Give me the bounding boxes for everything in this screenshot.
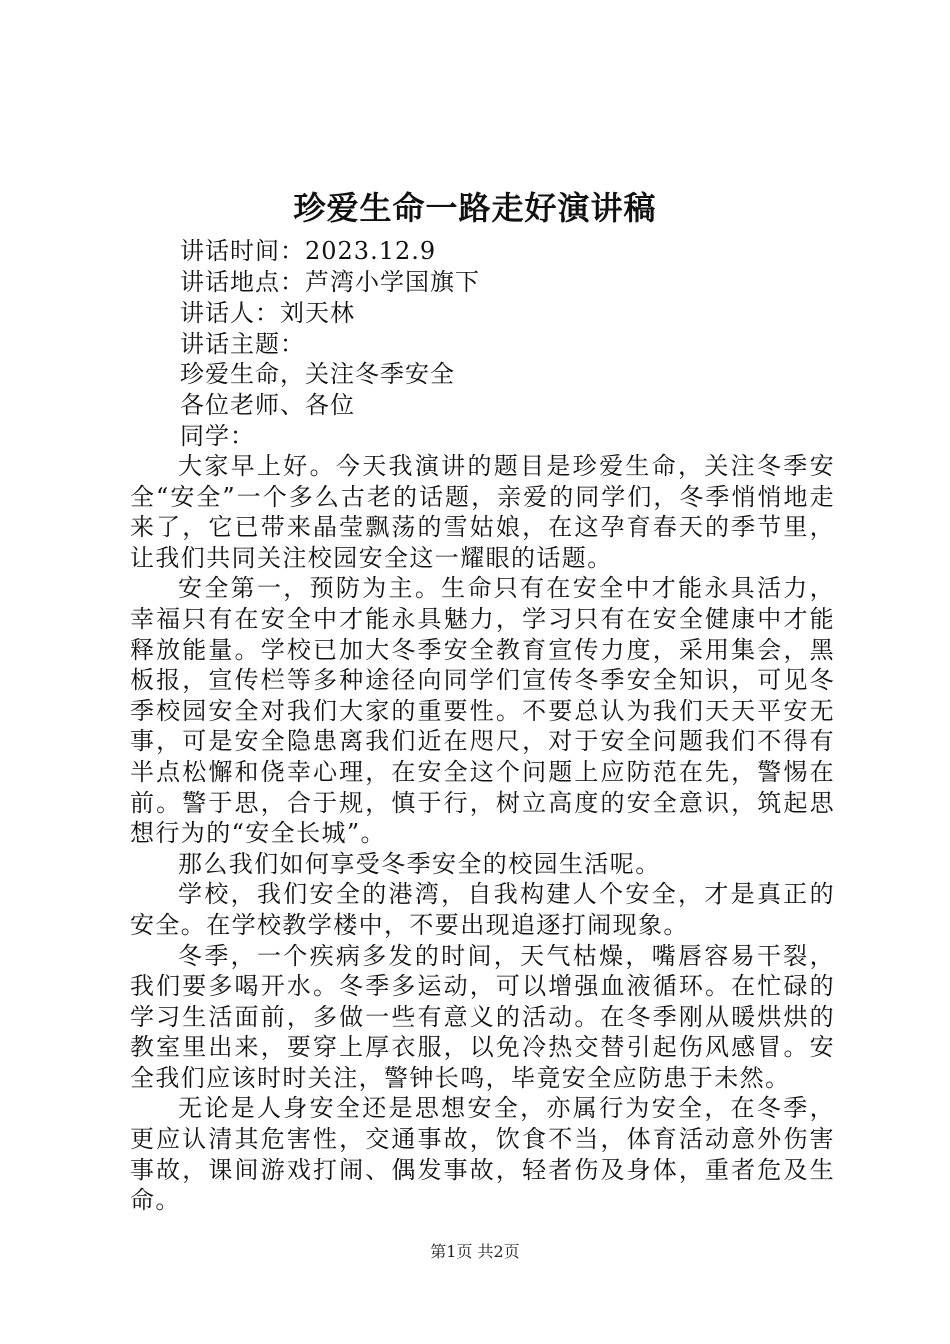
paragraph: 冬季，一个疾病多发的时间，天气枯燥，嘴唇容易干裂，我们要多喝开水。冬季多运动，可以增强血液循环。在忙碌的学习生活面前，多做一些有意义的活动。在冬季刚从暖烘烘的教室里出来，要穿上厚衣服，以免冷热交替引起伤风感冒。安全我们应该时时关注，警钟长鸣，毕竟安全应防患于未然。 — [130, 941, 835, 1092]
meta-speech-location: 讲话地点：芦湾小学国旗下 — [180, 268, 480, 296]
meta-greeting-cont: 同学： — [180, 422, 255, 450]
paragraph: 大家早上好。今天我演讲的题目是珍爱生命，关注冬季安全“安全”一个多么古老的话题，亲爱的同学们，冬季悄悄地走来了，它已带来晶莹飘荡的雪姑娘，在这孕育春天的季节里，让我们共同关注校园安全这一耀眼的话题。 — [130, 452, 835, 572]
meta-speech-time: 讲话时间：2023.12.9 — [180, 237, 437, 265]
meta-topic-label: 讲话主题： — [180, 330, 305, 358]
paragraph: 无论是人身安全还是思想安全，亦属行为安全，在冬季，更应认清其危害性，交通事故，饮食不当，体育活动意外伤害事故，课间游戏打闹、偶发事故，轻者伤及身体，重者危及生命。 — [130, 1094, 835, 1215]
paragraph: 安全第一，预防为主。生命只有在安全中才能永具活力，幸福只有在安全中才能永具魅力，学习只有在安全健康中才能释放能量。学校已加大冬季安全教育宣传力度，采用集会，黑板报，宣传栏等多种途径向同学们宣传冬季安全知识，可见冬季校园安全对我们大家的重要性。不要总认为我们天天平安无事，可是安全隐患离我们近在咫尺，对于安全问题我们不得有半点松懈和侥幸心理，在安全这个问题上应防范在先，警惕在前。警于思，合于规，慎于行，树立高度的安全意识，筑起思想行为的“安全长城”。 — [130, 574, 835, 848]
document-title: 珍爱生命一路走好演讲稿 — [293, 189, 657, 227]
meta-greeting: 各位老师、各位 — [180, 391, 355, 419]
document-body — [130, 451, 835, 1216]
meta-speaker: 讲话人：刘天林 — [180, 299, 355, 327]
meta-topic: 珍爱生命，关注冬季安全 — [180, 360, 455, 388]
page-number: 第1页 共2页 — [430, 1242, 520, 1261]
paragraph: 学校，我们安全的港湾，自我构建人个安全，才是真正的安全。在学校教学楼中，不要出现追逐打闹现象。 — [130, 880, 835, 939]
paragraph: 那么我们如何享受冬季安全的校园生活呢。 — [178, 849, 661, 878]
